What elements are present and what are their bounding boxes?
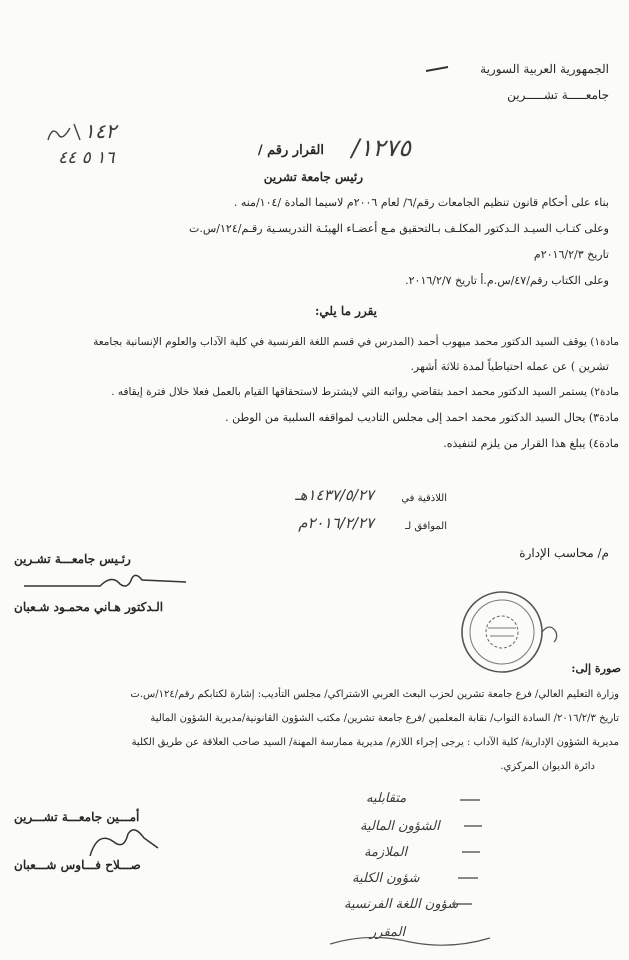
hijri-date-label: اللاذقية في — [401, 493, 447, 504]
admin-accountant: م/ محاسب الإدارة — [519, 546, 609, 560]
note-line-3: الملازمة — [364, 845, 408, 860]
copy-to-line-1: وزارة التعليم العالي/ فرع جامعة تشرين لحزب البعث العربي الاشتراكي/ مجلس التأديب: إشارة لكتابكم رقم/١٢٤/س.ت — [130, 689, 619, 700]
secretary-title: أمـــين جامعـــة تشـــرين — [14, 810, 140, 824]
note-line-4: شؤون الكلية — [352, 871, 420, 886]
university-heading: جامعـــــة تشـــــرين — [507, 88, 609, 102]
note-line-1: متقابليه — [366, 791, 407, 806]
university-stamp — [458, 588, 562, 674]
copy-to-line-2: تاريخ ٢٠١٦/٢/٣/ السادة النواب/ نقابة المعلمين /فرع جامعة تشرين/ مكتب الشؤون القانونية/مديرية الشؤون المالية — [150, 713, 619, 724]
gregorian-date-label: الموافق لـ — [405, 521, 447, 532]
note-line-6: المقرر — [370, 925, 406, 940]
article-4: مادة٤) يبلغ هذا القرار من يلزم لتنفيذه. — [443, 437, 619, 450]
preamble-line-1: بناء على أحكام قانون تنظيم الجامعات رقم/٦/ لعام ٢٠٠٦م لاسيما المادة /١٠٤/منه . — [233, 196, 609, 209]
republic-heading: الجمهورية العربية السورية — [480, 62, 609, 76]
gregorian-date-value: ٢٠١٦/٢/٢٧م — [298, 514, 374, 532]
decision-title: القرار رقم / — [257, 143, 324, 158]
note-line-2: الشؤون المالية — [360, 819, 440, 834]
registry-date: ١٦ ٥ ٤٤ — [58, 148, 115, 168]
article-2: مادة٢) يستمر السيد الدكتور محمد احمد بتقاضي رواتبه التي لايشترط لاستحقاقها القيام بالعمل فعلا خلال فترة إيقافه . — [111, 386, 619, 398]
issuer-title: رئيس جامعة تشرين — [263, 170, 363, 184]
hijri-date-value: ١٤٣٧/٥/٢٧هـ — [295, 486, 374, 504]
decision-number: ١٢٧٥/ — [351, 134, 411, 162]
registry-number: ١٤٢ — [84, 119, 117, 143]
article-3: مادة٣) يحال السيد الدكتور محمد احمد إلى مجلس التاديب لمواقفه السلبية من الوطن . — [225, 411, 619, 424]
resolves-heading: يقرر ما يلي: — [314, 304, 377, 318]
note-line-5: شؤون اللغة الفرنسية — [344, 897, 459, 912]
president-title: رئـيس جامعـــة تشـرين — [14, 552, 131, 566]
article-1-line-2: تشرين ) عن عمله احتياطياً لمدة ثلاثة أشهر. — [410, 360, 609, 373]
president-name: الـدكتور هـاني محمـود شـعبان — [14, 600, 164, 614]
handwritten-distribution-list — [330, 782, 545, 960]
preamble-line-2: وعلى كتـاب السيـد الـدكتور المكلـف بـالتحقيق مـع أعضـاء الهيئـة التدريسـية رقـم/١٢٤/س.ت — [189, 222, 609, 235]
president-signature — [20, 566, 190, 596]
handwritten-registry-mark — [44, 118, 169, 173]
copy-to-label: صورة إلى: — [571, 662, 621, 675]
copy-to-line-4: دائرة الديوان المركزي. — [500, 761, 595, 772]
copy-to-line-3: مديرية الشؤون الإدارية/ كلية الآداب : يرجى إجراء اللازم/ مديرية ممارسة المهنة/ السيد صاحب العلاقة عن طريق الكلية — [131, 737, 619, 748]
preamble-line-4: وعلى الكتاب رقم/٤٧/س.م.أ تاريخ ٢٠١٦/٢/٧. — [405, 274, 609, 287]
secretary-name: صـــلاح فـــاوس شـــعبان — [14, 858, 141, 872]
article-1-line-1: مادة١) يوقف السيد الدكتور محمد ميهوب أحمد (المدرس في قسم اللغة الفرنسية في كلية الآداب والعلوم الإنسانية بجامعة — [93, 336, 619, 348]
dash-mark — [424, 62, 452, 76]
preamble-line-3: تاريخ ٢٠١٦/٢/٣م — [533, 248, 609, 261]
